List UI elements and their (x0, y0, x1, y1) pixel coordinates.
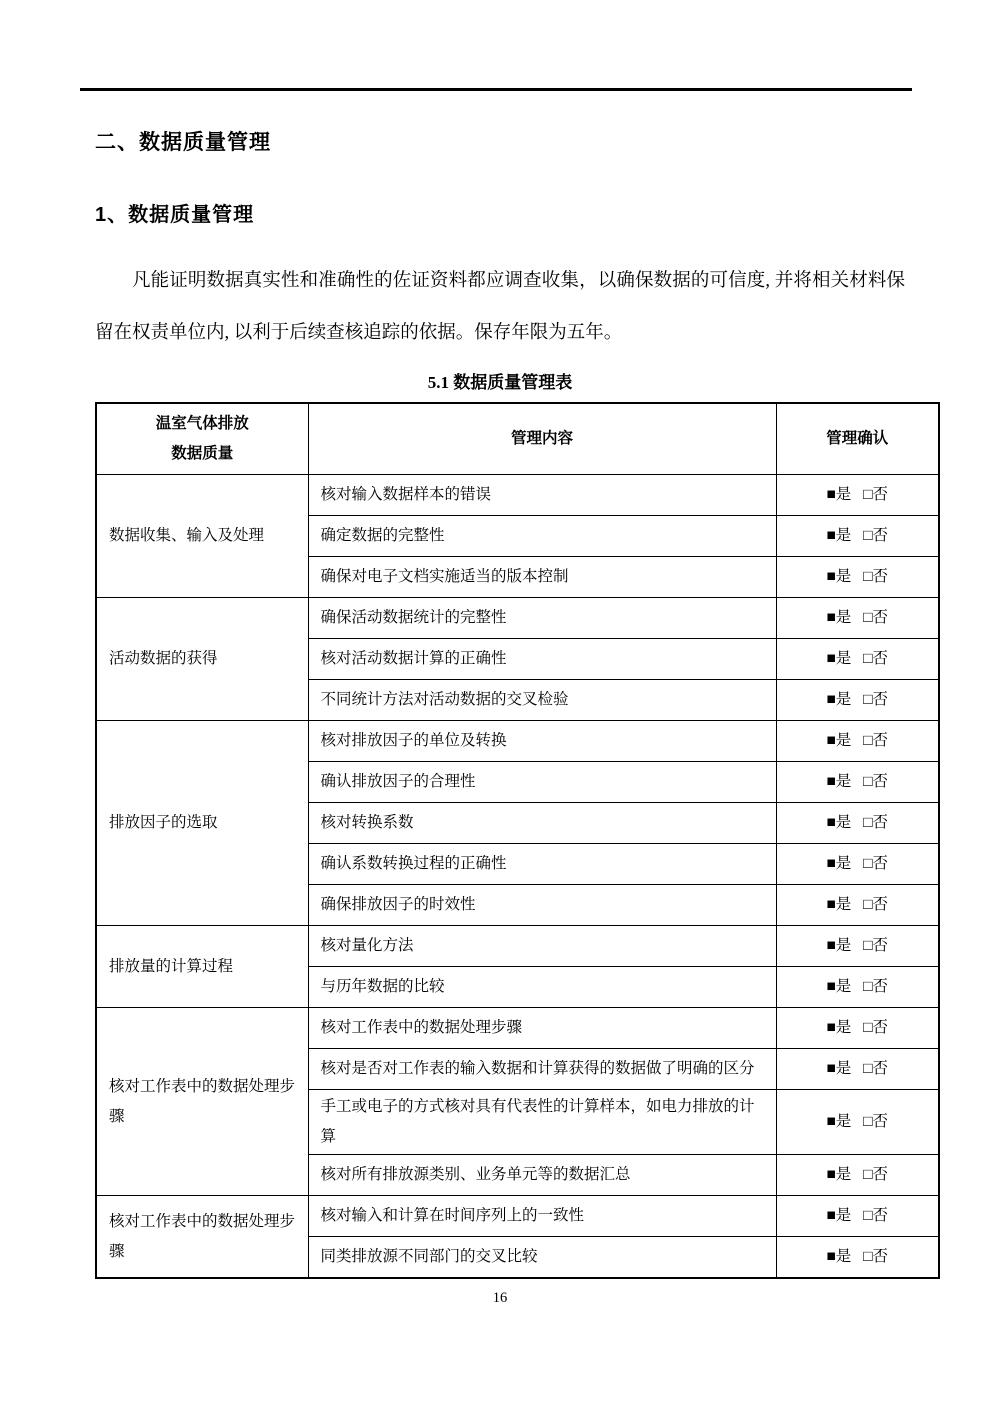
confirm-cell (776, 639, 939, 680)
confirm-checkboxes: ■是 □否 (826, 1113, 889, 1130)
header-cell-management-confirm: 管理确认 (776, 403, 939, 475)
confirm-cell (776, 885, 939, 926)
confirm-checkboxes: ■是 □否 (826, 732, 889, 749)
table-row (96, 1008, 939, 1049)
management-content-cell: 确保排放因子的时效性 (308, 885, 776, 926)
table-row (96, 598, 939, 639)
subsection-heading: 1、数据质量管理 (95, 204, 255, 226)
management-content-cell: 确认排放因子的合理性 (308, 762, 776, 803)
management-content-cell: 确认系数转换过程的正确性 (308, 844, 776, 885)
confirm-checkboxes: ■是 □否 (826, 1060, 889, 1077)
management-content-cell: 核对是否对工作表的输入数据和计算获得的数据做了明确的区分 (308, 1049, 776, 1090)
category-cell: 数据收集、输入及处理 (96, 475, 308, 598)
table-row (96, 475, 939, 516)
confirm-checkboxes: ■是 □否 (826, 1248, 889, 1265)
confirm-cell (776, 598, 939, 639)
management-content-cell: 手工或电子的方式核对具有代表性的计算样本，如电力排放的计算 (308, 1090, 776, 1155)
confirm-checkboxes: ■是 □否 (826, 609, 889, 626)
confirm-cell (776, 1155, 939, 1196)
confirm-checkboxes: ■是 □否 (826, 978, 889, 995)
confirm-checkboxes: ■是 □否 (826, 486, 889, 503)
category-cell: 核对工作表中的数据处理步骤 (96, 1008, 308, 1196)
confirm-cell (776, 721, 939, 762)
confirm-checkboxes: ■是 □否 (826, 650, 889, 667)
category-cell: 排放量的计算过程 (96, 926, 308, 1008)
confirm-cell (776, 926, 939, 967)
confirm-cell (776, 844, 939, 885)
confirm-checkboxes: ■是 □否 (826, 814, 889, 831)
management-content-cell: 确保对电子文档实施适当的版本控制 (308, 557, 776, 598)
confirm-checkboxes: ■是 □否 (826, 1207, 889, 1224)
confirm-cell (776, 516, 939, 557)
confirm-cell (776, 1090, 939, 1155)
confirm-cell (776, 762, 939, 803)
quality-table-body (96, 475, 939, 1279)
confirm-cell (776, 1196, 939, 1237)
page-content (95, 88, 938, 1279)
confirm-checkboxes: ■是 □否 (826, 691, 889, 708)
table-title: 5.1 数据质量管理表 (427, 373, 573, 392)
page-number: 16 (492, 1290, 508, 1306)
category-cell: 核对工作表中的数据处理步骤 (96, 1196, 308, 1279)
table-row (96, 1196, 939, 1237)
header-cell-data-quality-line2: 数据质量 (171, 445, 234, 462)
confirm-checkboxes: ■是 □否 (826, 896, 889, 913)
confirm-checkboxes: ■是 □否 (826, 937, 889, 954)
management-content-cell: 核对所有排放源类别、业务单元等的数据汇总 (308, 1155, 776, 1196)
management-content-cell: 核对工作表中的数据处理步骤 (308, 1008, 776, 1049)
management-content-cell: 核对输入数据样本的错误 (308, 475, 776, 516)
table-row (96, 721, 939, 762)
confirm-cell (776, 1008, 939, 1049)
management-content-cell: 核对输入和计算在时间序列上的一致性 (308, 1196, 776, 1237)
confirm-checkboxes: ■是 □否 (826, 855, 889, 872)
management-content-cell: 核对转换系数 (308, 803, 776, 844)
confirm-cell (776, 475, 939, 516)
management-content-cell: 确保活动数据统计的完整性 (308, 598, 776, 639)
data-quality-table (95, 402, 940, 1279)
confirm-checkboxes: ■是 □否 (826, 1019, 889, 1036)
confirm-cell (776, 803, 939, 844)
management-content-cell: 核对量化方法 (308, 926, 776, 967)
body-paragraph: 凡能证明数据真实性和准确性的佐证资料都应调查收集，以确保数据的可信度, 并将相关材料保留在权责单位内, 以利于后续查核追踪的依据。保存年限为五年。 (95, 271, 905, 343)
management-content-cell: 不同统计方法对活动数据的交叉检验 (308, 680, 776, 721)
header-cell-management-content: 管理内容 (308, 403, 776, 475)
category-cell: 排放因子的选取 (96, 721, 308, 926)
confirm-checkboxes: ■是 □否 (826, 568, 889, 585)
confirm-cell (776, 557, 939, 598)
table-header-row (96, 403, 939, 475)
management-content-cell: 与历年数据的比较 (308, 967, 776, 1008)
confirm-checkboxes: ■是 □否 (826, 1166, 889, 1183)
category-cell: 活动数据的获得 (96, 598, 308, 721)
management-content-cell: 同类排放源不同部门的交叉比较 (308, 1237, 776, 1279)
header-cell-data-quality-line1: 温室气体排放 (155, 415, 249, 432)
confirm-cell (776, 1237, 939, 1279)
confirm-cell (776, 1049, 939, 1090)
confirm-checkboxes: ■是 □否 (826, 527, 889, 544)
management-content-cell: 核对活动数据计算的正确性 (308, 639, 776, 680)
table-row (96, 926, 939, 967)
confirm-checkboxes: ■是 □否 (826, 773, 889, 790)
confirm-cell (776, 680, 939, 721)
management-content-cell: 确定数据的完整性 (308, 516, 776, 557)
management-content-cell: 核对排放因子的单位及转换 (308, 721, 776, 762)
confirm-cell (776, 967, 939, 1008)
header-cell-data-quality (96, 403, 308, 475)
section-heading: 二、数据质量管理 (95, 131, 271, 154)
